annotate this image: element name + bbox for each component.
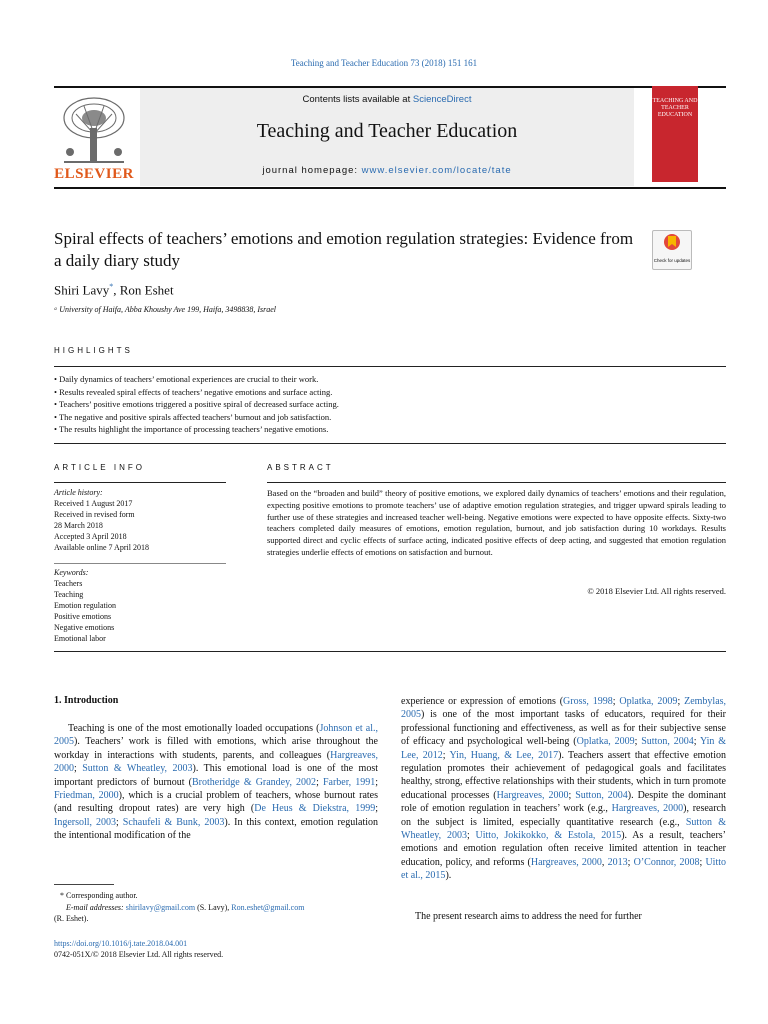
publisher-name: ELSEVIER [54, 166, 134, 182]
citation-link[interactable]: Hargreaves, 2000 [54, 749, 378, 775]
highlights-list [54, 373, 726, 436]
citation-link[interactable]: De Heus & Diekstra, 1999 [254, 803, 376, 815]
email-owner: (R. Eshet). [54, 914, 89, 923]
keyword: Emotional labor [54, 634, 106, 643]
citation-link[interactable]: Schaufeli & Bunk, 2003 [122, 816, 225, 828]
corresponding-note: * Corresponding author. [60, 891, 138, 900]
author-name: Ron Eshet [119, 282, 174, 298]
intro-paragraph-2: The present research aims to address the need for further [415, 911, 642, 922]
intro-left-column [54, 722, 378, 843]
body-text: ). [445, 870, 452, 882]
contents-line [140, 94, 634, 105]
contents-prefix: Contents lists available at [302, 94, 413, 105]
citation-link[interactable]: Oplatka, 2009 [619, 696, 678, 707]
author-list [54, 282, 174, 298]
article-history [54, 487, 226, 553]
journal-cover[interactable] [652, 86, 698, 182]
article-info-rule [54, 482, 226, 483]
citation-link[interactable]: Sutton & Wheatley, 2003 [401, 816, 726, 842]
citation-link[interactable]: Uitto et al., 2015 [401, 856, 727, 882]
doi-link[interactable]: https://doi.org/10.1016/j.tate.2018.04.001 [54, 939, 188, 948]
journal-title: Teaching and Teacher Education [256, 120, 518, 142]
citation-link[interactable]: Sutton, 2004 [641, 736, 694, 748]
citation-link[interactable]: Sutton, 2004 [575, 789, 628, 801]
affiliation: ᵃ University of Haifa, Abba Khoushy Ave 199, Haifa, 3498838, Israel [54, 305, 276, 314]
highlights-heading: HIGHLIGHTS [54, 346, 133, 355]
keyword: Teaching [54, 590, 84, 599]
history-entry: Received 1 August 2017 [54, 499, 133, 508]
highlight-item: • Results revealed spiral effects of teachers’ negative emotions and surface acting. [54, 386, 333, 397]
body-text: Teaching is one of the most emotionally loaded occupations ( [68, 723, 320, 734]
check-for-updates-badge[interactable] [652, 230, 692, 270]
citation-link[interactable]: Sutton & Wheatley, 2003 [82, 763, 193, 775]
body-text: ), research on the subject is limited, especially quantitative research (e.g., [401, 803, 726, 828]
citation-link[interactable]: Ingersoll, 2003 [54, 816, 117, 828]
highlight-item: • The results highlight the importance of processing teachers’ negative emotions. [54, 424, 329, 434]
email-link[interactable]: shirilavy@gmail.com [125, 903, 196, 912]
email-link[interactable]: Ron.eshet@gmail.com [231, 903, 305, 912]
keyword: Teachers [54, 579, 83, 588]
body-text: ; [375, 803, 378, 815]
body-text: ). This emotional load is one of the most important predictors of burnout ( [54, 763, 378, 788]
body-text: experience or expression of emotions ( [401, 696, 564, 707]
citation-link[interactable]: Oplatka, 2009 [576, 736, 635, 748]
body-text: ; [612, 696, 620, 707]
citation-link[interactable]: Friedman, 2000 [54, 790, 119, 802]
author-name: Shiri Lavy [54, 282, 110, 298]
corresponding-author-mark[interactable]: * [109, 282, 114, 291]
history-entry: Accepted 3 April 2018 [54, 532, 127, 541]
abstract-heading: ABSTRACT [267, 463, 334, 472]
citation-link[interactable]: Yin, Huang, & Lee, 2017 [449, 749, 559, 761]
body-text: ). Despite the dominant role of emotion regulation in teachers’ work (e.g., [401, 789, 727, 815]
citation-link[interactable]: 2013 [607, 856, 628, 868]
article-info-heading: ARTICLE INFO [54, 463, 145, 472]
highlights-bottom-rule [54, 443, 726, 444]
article-title: Spiral effects of teachers’ emotions and emotion regulation strategies: Evidence from a daily diary study [54, 229, 634, 270]
highlights-top-rule [54, 366, 726, 367]
citation-link[interactable]: Farber, 1991 [322, 776, 376, 788]
header-bottom-rule [54, 187, 726, 189]
footnote-rule [54, 884, 114, 885]
history-entry: 28 March 2018 [54, 521, 103, 530]
body-text: ). Teachers’ work is filled with emotions, which arise throughout the workday in interactions with students, parents, and colleagues ( [54, 736, 378, 761]
citation-link[interactable]: Hargreaves, 2000 [530, 856, 602, 868]
body-text: ) is one of the most important tasks of educators, required for their professional functioning and effectiveness, as well as for their subjective sense of efficacy and psychological well-being ( [401, 709, 726, 748]
abstract-copyright: © 2018 Elsevier Ltd. All rights reserved. [587, 586, 726, 596]
intro-right-column [401, 695, 726, 883]
citation-link[interactable]: Uitto, Jokikokko, & Estola, 2015 [475, 830, 622, 842]
issn-line: 0742-051X/© 2018 Elsevier Ltd. All rights reserved. [54, 950, 224, 959]
body-text: ; [693, 736, 700, 748]
body-text: ). In this context, emotion regulation the intentional modification of the [54, 816, 379, 842]
body-text: ; [466, 830, 476, 842]
check-updates-label: Check for updates [653, 258, 691, 263]
body-text: ). As a result, teachers’ emotions and emotion regulation often receive limited attention in teacher education, policy, and reforms ( [401, 830, 726, 868]
abstract-rule [267, 482, 726, 483]
body-text: ; [627, 856, 634, 868]
body-text: ; [74, 763, 83, 775]
email-owner: (S. Lavy), [195, 903, 232, 912]
body-text: ; [677, 696, 685, 707]
keyword: Positive emotions [54, 612, 112, 621]
body-text: ; [699, 856, 706, 868]
citation-link[interactable]: O’Connor, 2008 [633, 856, 700, 868]
body-text: ; [116, 816, 123, 828]
body-text: ; [375, 776, 379, 788]
citation-link[interactable]: Gross, 1998 [563, 696, 613, 707]
sciencedirect-link[interactable]: ScienceDirect [412, 94, 472, 105]
bookmark-icon [653, 231, 691, 253]
journal-homepage [140, 165, 634, 176]
cover-title: TEACHING AND TEACHER EDUCATION [652, 98, 698, 118]
keyword: Negative emotions [54, 623, 115, 632]
body-text: ; [568, 789, 576, 801]
history-label: Article history: [54, 488, 103, 497]
abstract-text: Based on the “broaden and build” theory of positive emotions, we explored daily dynamics of teachers’ emotions and their regulation, expecting positive emotions to promote teachers’ use of adaptive emotion regulation strategies, and trigger upward spirals leading to further use of these strategies and increased teacher well-being. Negative emotions were expected to have opposite effects. Sixty-two teachers completed daily measures of emotions, emotion regulation, burnout, and job satisfaction during 10 workdays. Results supported direct and cyclic effects of surface acting, indicated positive effects of deep acting, and suggested that emotion regulation strategies underlie effects of emotions on satisfaction and burnout. [267, 488, 726, 557]
highlight-item: • Teachers’ positive emotions triggered a positive spiral of decreased surface acting. [54, 399, 339, 409]
history-entry: Received in revised form [54, 510, 135, 519]
body-text: ; [634, 736, 642, 748]
email-addresses [54, 902, 378, 924]
history-entry: Available online 7 April 2018 [54, 543, 149, 552]
citation-link[interactable]: Zembylas, 2005 [401, 696, 727, 721]
highlight-item: • The negative and positive spirals affected teachers’ burnout and job satisfaction. [54, 411, 332, 422]
body-text: ). Teachers assert that effective emotion regulation promotes their achievement of pedagogical goals and facilitates healthy, strong, effective relationships with their students, which in turn promote educational processes ( [401, 749, 726, 801]
body-text: , [601, 856, 608, 868]
body-text: ; [442, 749, 450, 761]
homepage-prefix: journal homepage: [262, 165, 362, 176]
journal-citation[interactable]: Teaching and Teacher Education 73 (2018) 151 161 [290, 58, 478, 68]
citation-link[interactable]: Brotheridge & Grandey, 2002 [191, 776, 317, 788]
body-text: ; [316, 776, 323, 788]
homepage-link[interactable]: www.elsevier.com/locate/tate [361, 165, 512, 176]
citation-link[interactable]: Johnson et al., 2005 [54, 723, 379, 748]
front-matter-bottom-rule [54, 651, 726, 652]
email-label: E-mail addresses: [66, 903, 126, 912]
author-separator: , [113, 282, 120, 298]
keywords-block [54, 567, 226, 644]
keywords-rule [54, 563, 226, 564]
section-heading: 1. Introduction [54, 695, 119, 706]
body-text: ), which is a crucial problem of teachers, whose burnout rates (and resulting dropout rates) are very high ( [54, 790, 378, 815]
highlight-item: • Daily dynamics of teachers’ emotional experiences are crucial to their work. [54, 374, 319, 384]
keywords-label: Keywords: [54, 568, 89, 577]
citation-link[interactable]: Yin & Lee, 2012 [401, 736, 727, 761]
keyword: Emotion regulation [54, 601, 116, 610]
citation-link[interactable]: Hargreaves, 2000 [496, 789, 569, 801]
citation-link[interactable]: Hargreaves, 2000 [611, 803, 684, 815]
